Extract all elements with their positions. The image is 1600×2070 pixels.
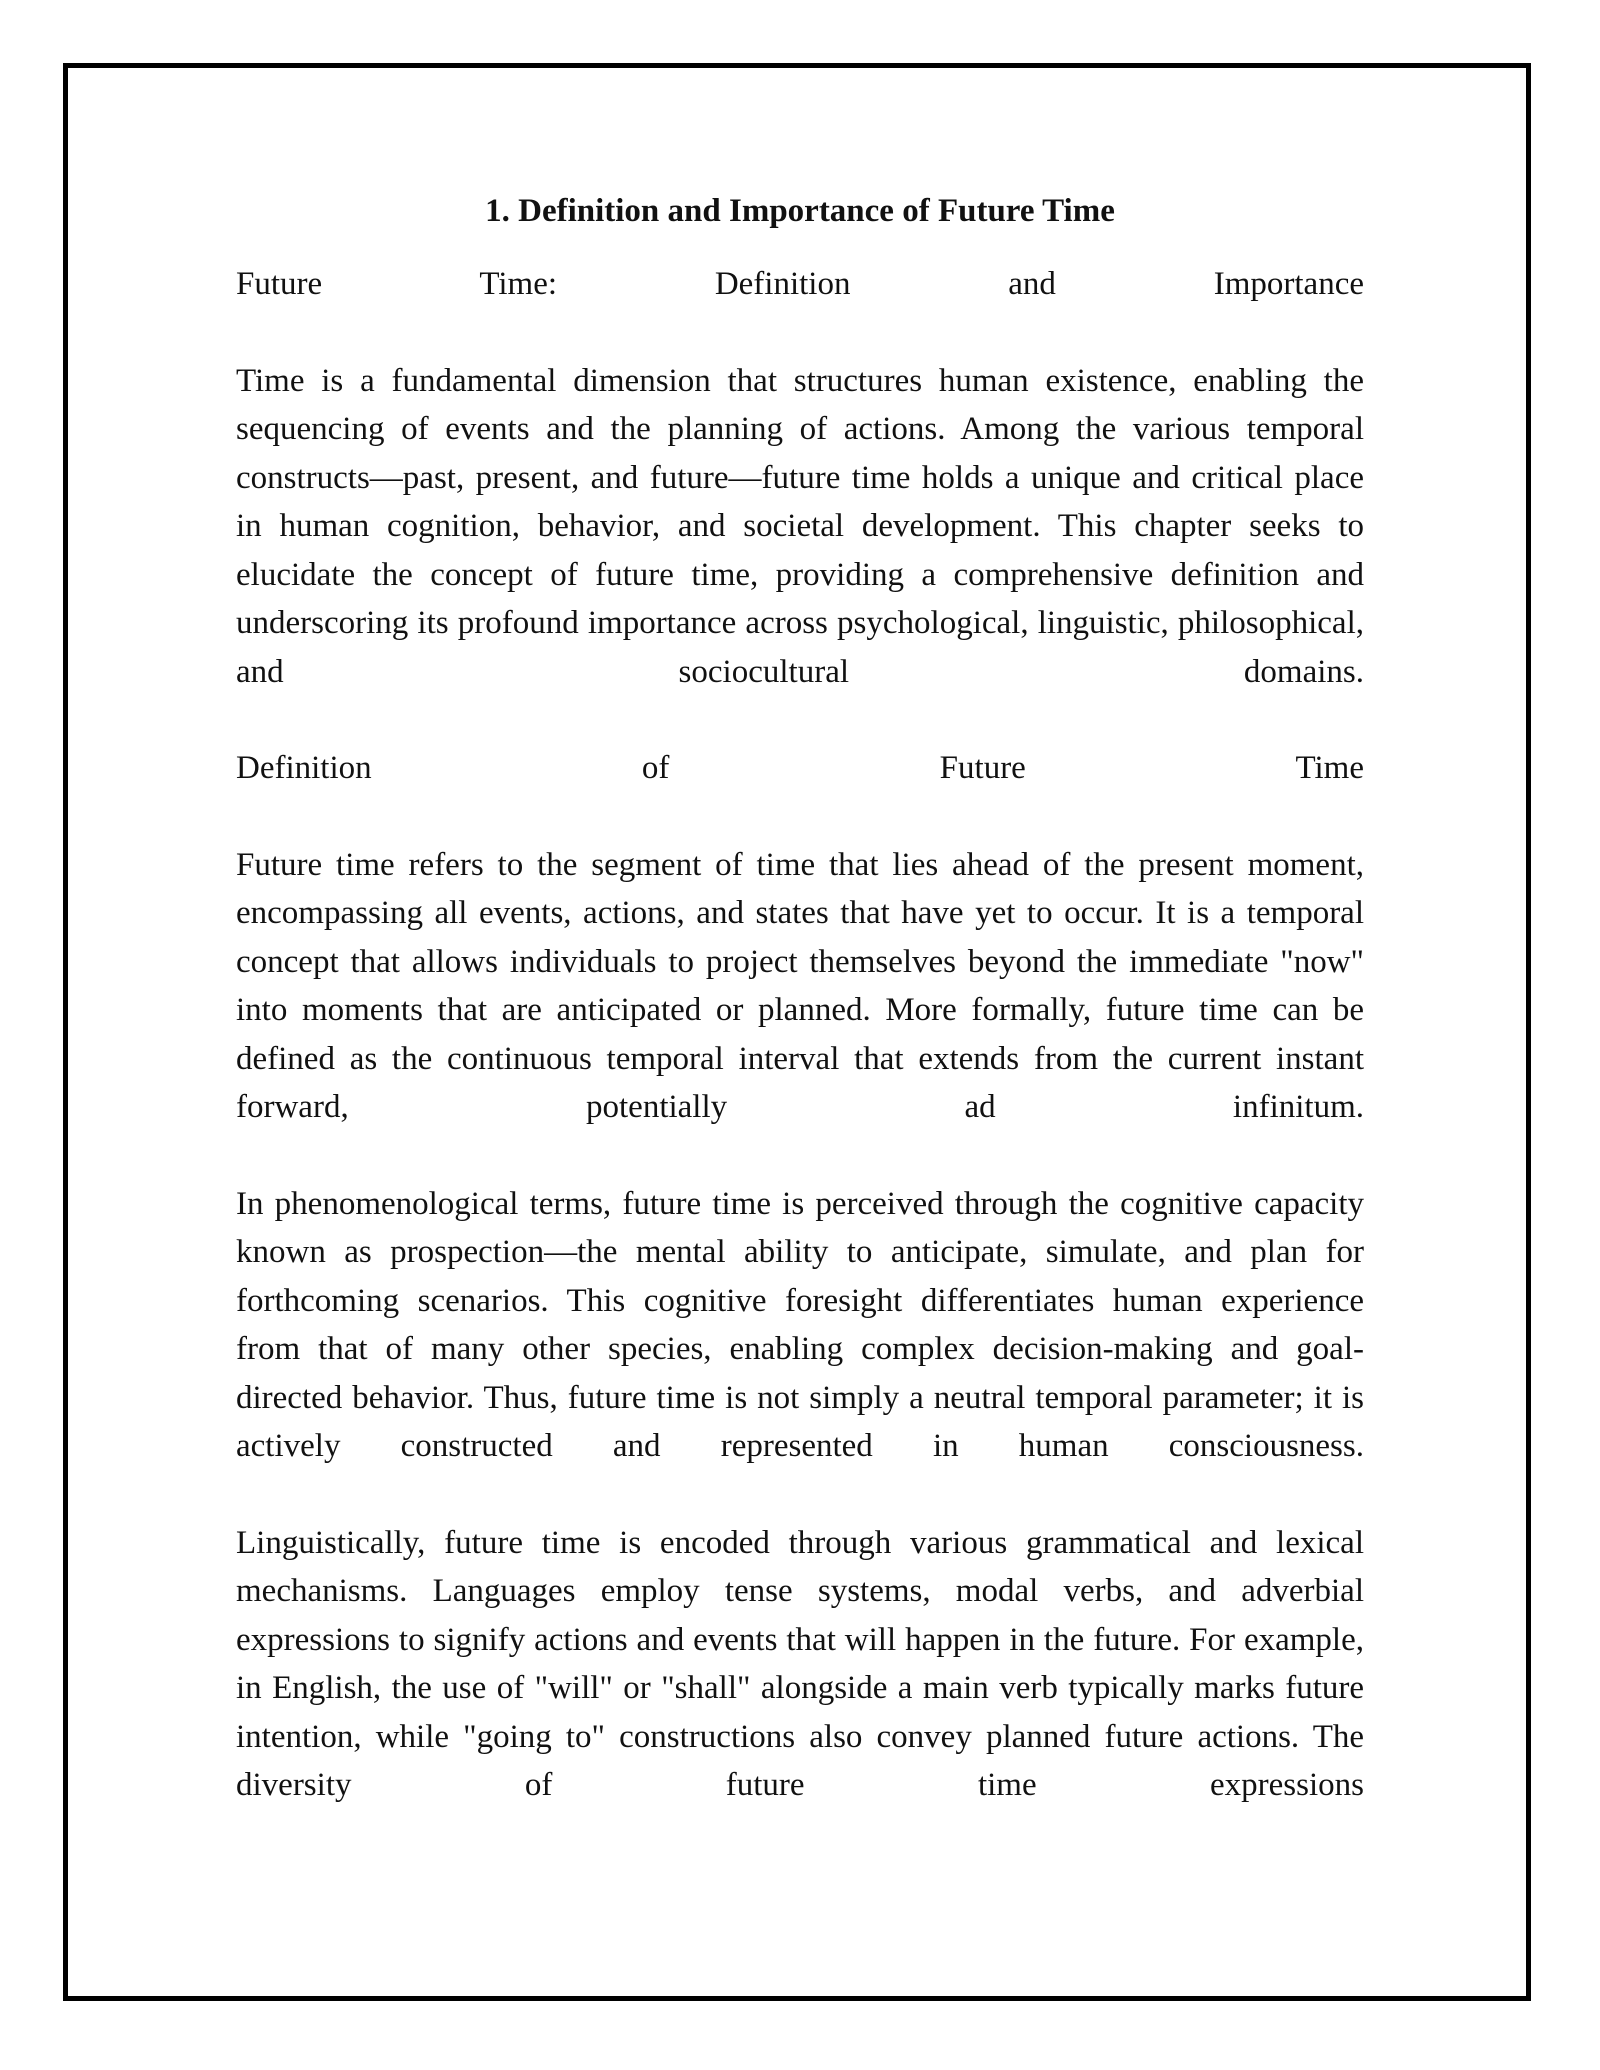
paragraph-definition: Future time refers to the segment of time that lies ahead of the present moment, encompassing all events, actions, and states that have yet to occur. It is a temporal concept that allows individuals to project themselves beyond the immediate "now" into moments that are anticipated or planned. More formally, future time can be defined as the continuous temporal interval that extends from the current instant forward, potentially ad infinitum.	[236, 846, 1364, 1125]
document-body	[236, 186, 1364, 1810]
section-heading-definition: Definition of Future Time	[236, 750, 1364, 786]
section-heading-future-time: Future Time: Definition and Importance	[236, 266, 1364, 302]
paragraph-linguistic: Linguistically, future time is encoded through various grammatical and lexical mechanisms. Languages employ tense systems, modal verbs, and adverbial expressions to signify actions and events that will happen in the future. For example, in English, the use of "will" or "shall" alongside a main verb typically marks future intention, while "going to" constructions also convey planned future actions. The diversity of future time expressions	[236, 1524, 1364, 1803]
chapter-title: 1. Definition and Importance of Future Time	[485, 193, 1115, 229]
paragraph-intro: Time is a fundamental dimension that structures human existence, enabling the sequencing of events and the planning of actions. Among the various temporal constructs—past, present, and future—future time holds a unique and critical place in human cognition, behavior, and societal development. This chapter seeks to elucidate the concept of future time, providing a comprehensive definition and underscoring its profound importance across psychological, linguistic, philosophical, and sociocultural domains.	[236, 362, 1364, 690]
paragraph-phenomenological: In phenomenological terms, future time is perceived through the cognitive capacity known as prospection—the mental ability to anticipate, simulate, and plan for forthcoming scenarios. This cognitive foresight differentiates human experience from that of many other species, enabling complex decision-making and goal-directed behavior. Thus, future time is not simply a neutral temporal parameter; it is actively constructed and represented in human consciousness.	[236, 1185, 1364, 1464]
